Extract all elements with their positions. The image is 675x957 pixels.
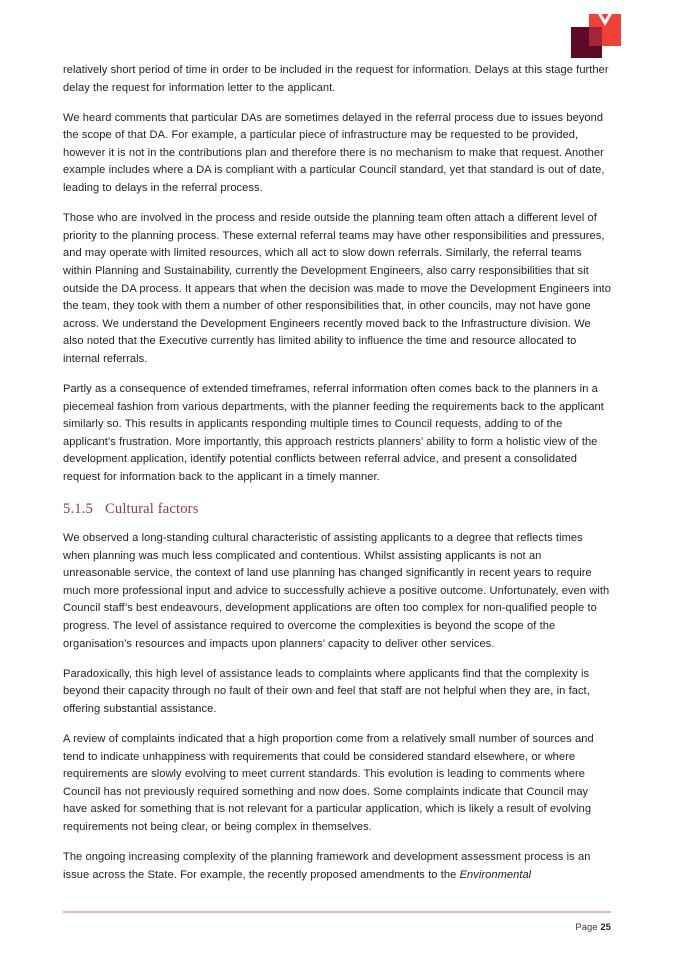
- page-header: [0, 0, 675, 62]
- organisation-logo: [570, 13, 622, 59]
- paragraph-final-italic: Environmental: [459, 868, 532, 881]
- footer-page-label: Page: [575, 920, 601, 932]
- paragraph-final: [63, 849, 611, 884]
- paragraph: Paradoxically, this high level of assistance leads to complaints where applicants find that the complexity is beyond their capacity through no fault of their own and feel that staff are not helpful when they are, in fact, offering substantial assistance.: [63, 667, 590, 715]
- section-title: Cultural factors: [105, 501, 199, 518]
- footer-page-indicator: [63, 921, 611, 932]
- paragraph: We heard comments that particular DAs are sometimes delayed in the referral process due to issues beyond the scope of that DA. For example, a particular piece of infrastructure may be requested to be provided, however it is not in the contributions plan and therefore there is no mechanism to make that request. Another example includes where a DA is compliant with a particular Council standard, yet that standard is out of date, leading to delays in the referral process.: [63, 111, 605, 195]
- section-number: 5.1.5: [63, 501, 93, 518]
- paragraph: We observed a long-standing cultural characteristic of assisting applicants to a degree that reflects times when planning was much less complicated and contentious. Whilst assisting applicants is not an unreasonable service, the context of land use planning has changed significantly in recent years to require much more professional input and advice to successfully achieve a positive outcome. Unfortunately, even with Council staff’s best endeavours, development applications are often too complex for non-qualified people to progress. The level of assistance required to overcome the complexities is beyond the scope of the organisation’s resources and impacts upon planners’ capacity to deliver other services.: [63, 532, 610, 650]
- paragraph-final-lead: The ongoing increasing complexity of the planning framework and development assessment process is an issue across the State. For example, the recently proposed amendments to the: [63, 851, 591, 881]
- paragraph: Partly as a consequence of extended timeframes, referral information often comes back to the planners in a piecemeal fashion from various departments, with the planner feeding the requirements back to the applicant similarly so. This results in applicants responding multiple times to Council requests, adding to of the applicant’s frustration. More importantly, this approach restricts planners’ ability to form a holistic view of the development application, identify potential conflicts between referral advice, and present a consolidated request for information back to the applicant in a timely manner.: [63, 383, 604, 483]
- paragraph: Those who are involved in the process and reside outside the planning team often attach a different level of priority to the planning process. These external referral teams may have other responsibilities and pressures, and may operate with limited resources, which all act to slow down referrals. Similarly, the referral teams within Planning and Sustainability, currently the Development Engineers, also carry responsibilities that sit outside the DA process. It appears that when the decision was made to move the Development Engineers into the team, they took with them a number of other responsibilities that, in other councils, may not have gone across. We understand the Development Engineers recently moved back to the Infrastructure division. We also noted that the Executive currently has limited ability to influence the time and resource allocated to internal referrals.: [63, 212, 611, 365]
- page-content: [63, 62, 611, 884]
- section-heading: [63, 499, 611, 519]
- logo-mark: [570, 13, 622, 59]
- footer-divider: [63, 911, 611, 913]
- footer-page-number: 25: [600, 920, 611, 932]
- page-footer: [63, 911, 611, 932]
- paragraph: relatively short period of time in order to be included in the request for information. Delays at this stage further delay the request for information letter to the applicant.: [63, 64, 609, 94]
- paragraph: A review of complaints indicated that a high proportion come from a relatively small number of sources and tend to indicate unhappiness with requirements that could be considered standard elsewhere, or where requirements are slowly evolving to meet current standards. This evolution is leading to comments where Council has not previously required something and now does. Some complaints indicate that Council may have asked for something that is not relevant for a particular application, which is likely a result of evolving requirements not being clear, or being complex in themselves.: [63, 733, 594, 833]
